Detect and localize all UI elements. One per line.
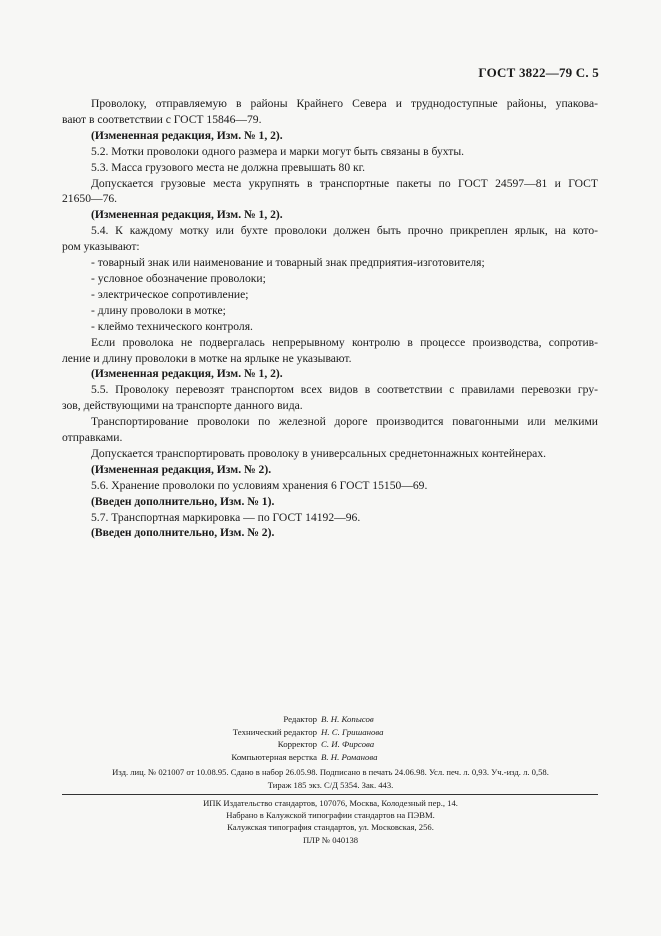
credit-line — [0, 726, 661, 739]
body-line: 21650—76. — [62, 192, 118, 206]
body-line: вают в соответствии с ГОСТ 15846—79. — [62, 112, 262, 126]
credit-line — [0, 738, 661, 751]
imprint-line: Тираж 185 экз. С/Д 5354. Зак. 443. — [267, 779, 394, 790]
credit-name: Н. С. Гришанова — [321, 726, 384, 737]
credit-role: Технический редактор — [232, 726, 317, 737]
amendment-note: (Введен дополнительно, Изм. № 1). — [91, 494, 275, 508]
body-line: Допускается грузовые места укрупнять в транспортные пакеты по ГОСТ 24597—81 и ГОСТ — [91, 176, 598, 190]
credit-role: Редактор — [283, 714, 317, 724]
divider — [62, 794, 598, 795]
publisher-line: Набрано в Калужской типографии стандартов на ПЭВМ. — [226, 810, 435, 821]
publisher-line: Калужская типография стандартов, ул. Московская, 256. — [227, 822, 434, 833]
credit-line — [0, 713, 661, 726]
amendment-note: (Измененная редакция, Изм. № 1, 2). — [91, 208, 283, 222]
body-line: 5.3. Масса грузового места не должна превышать 80 кг. — [91, 160, 365, 174]
body-line: ром указывают: — [62, 240, 140, 254]
imprint-line: Изд. лиц. № 021007 от 10.08.95. Сдано в набор 26.05.98. Подписано в печать 24.06.98. Усл. печ. л. 0,93. Уч.-изд. л. 0,58. — [112, 767, 549, 777]
body-line: 5.4. К каждому мотку или бухте проволоки должен быть прочно прикреплен ярлык, на кото- — [91, 224, 598, 238]
body-line: ление и длину проволоки в мотке на ярлыке не указывают. — [62, 351, 352, 365]
body-line: 5.2. Мотки проволоки одного размера и марки могут быть связаны в бухты. — [91, 144, 465, 158]
publisher-line: ПЛР № 040138 — [302, 834, 359, 845]
publisher-block — [0, 797, 661, 846]
body-line: Если проволока не подвергалась непрерывному контролю в процессе производства, сопротив- — [91, 335, 598, 349]
publisher-line: ИПК Издательство стандартов, 107076, Москва, Колодезный пер., 14. — [203, 798, 458, 808]
body-line: зов, действующими на транспорте данного вида. — [62, 399, 303, 413]
body-line: Допускается транспортировать проволоку в универсальных среднетоннажных контейнерах. — [91, 446, 547, 460]
amendment-note: (Измененная редакция, Изм. № 1, 2). — [91, 367, 283, 381]
body-line: - электрическое сопротивление; — [91, 287, 249, 301]
credit-line — [0, 751, 661, 764]
body-line: - условное обозначение проволоки; — [91, 271, 266, 285]
amendment-note: (Измененная редакция, Изм. № 1, 2). — [91, 128, 283, 142]
body-line: 5.6. Хранение проволоки по условиям хранения 6 ГОСТ 15150—69. — [91, 478, 428, 492]
body-text — [62, 96, 598, 541]
body-line: отправками. — [62, 431, 123, 445]
amendment-note: (Введен дополнительно, Изм. № 2). — [91, 526, 275, 540]
credit-role: Компьютерная верстка — [231, 751, 317, 762]
credit-role: Корректор — [277, 739, 317, 749]
credits-block — [0, 713, 661, 763]
body-line: Транспортирование проволоки по железной дороге производится повагонными или мелкими — [91, 415, 598, 429]
imprint-block — [0, 766, 661, 791]
body-line: - клеймо технического контроля. — [91, 319, 253, 333]
body-line: 5.7. Транспортная маркировка — по ГОСТ 14192—96. — [91, 510, 361, 524]
body-line: - товарный знак или наименование и товарный знак предприятия-изготовителя; — [91, 256, 485, 270]
body-line: Проволоку, отправляемую в районы Крайнего Севера и труднодоступные районы, упакова- — [91, 97, 598, 110]
credit-name: В. Н. Романова — [321, 751, 378, 762]
amendment-note: (Измененная редакция, Изм. № 2). — [91, 462, 272, 476]
page-header: ГОСТ 3822—79 С. 5 — [478, 65, 599, 80]
credit-name: С. И. Фирсова — [321, 739, 375, 749]
body-line: - длину проволоки в мотке; — [91, 303, 226, 317]
credit-name: В. Н. Копысов — [321, 714, 374, 724]
body-line: 5.5. Проволоку перевозят транспортом всех видов в соответствии с правилами перевозки гру- — [91, 383, 598, 397]
